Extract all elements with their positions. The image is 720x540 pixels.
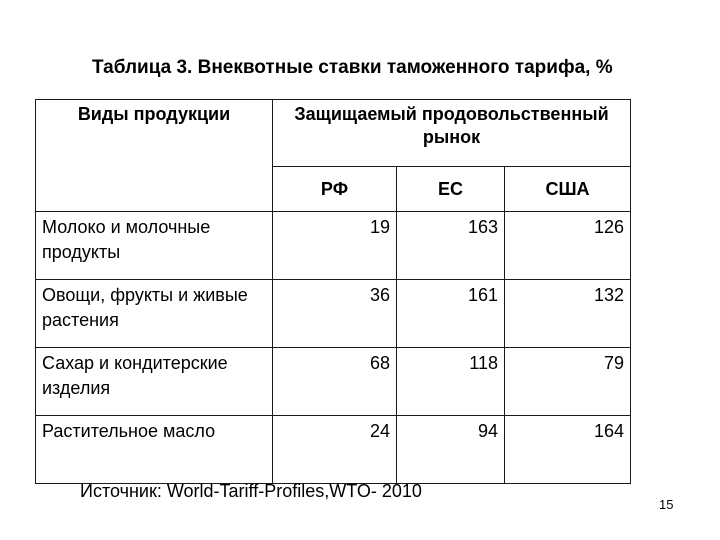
cell-value-usa: 126 bbox=[505, 212, 631, 280]
cell-value-eu: 161 bbox=[397, 280, 505, 348]
header-country-eu: ЕС bbox=[397, 167, 505, 212]
row-label: Овощи, фрукты и живые растения bbox=[36, 280, 273, 348]
cell-value-eu: 94 bbox=[397, 416, 505, 484]
cell-value-usa: 164 bbox=[505, 416, 631, 484]
table-row bbox=[36, 348, 631, 416]
header-protected-market: Защищаемый продовольственный рынок bbox=[273, 100, 631, 167]
cell-value-rf: 68 bbox=[273, 348, 397, 416]
tariff-table bbox=[35, 99, 631, 484]
cell-value-rf: 24 bbox=[273, 416, 397, 484]
table-row bbox=[36, 416, 631, 484]
header-country-rf: РФ bbox=[273, 167, 397, 212]
source-note: Источник: World-Tariff-Profiles,WTO- 2010 bbox=[80, 481, 422, 501]
table-row bbox=[36, 280, 631, 348]
header-product-type: Виды продукции bbox=[36, 100, 273, 212]
row-label: Молоко и молочные продукты bbox=[36, 212, 273, 280]
table-title: Таблица 3. Внеквотные ставки таможенного тарифа, % bbox=[92, 57, 613, 78]
cell-value-eu: 118 bbox=[397, 348, 505, 416]
header-country-usa: США bbox=[505, 167, 631, 212]
row-label: Сахар и кондитерские изделия bbox=[36, 348, 273, 416]
page-number: 15 bbox=[659, 497, 674, 512]
cell-value-rf: 36 bbox=[273, 280, 397, 348]
table-row bbox=[36, 212, 631, 280]
cell-value-rf: 19 bbox=[273, 212, 397, 280]
row-label: Растительное масло bbox=[36, 416, 273, 484]
cell-value-usa: 132 bbox=[505, 280, 631, 348]
cell-value-eu: 163 bbox=[397, 212, 505, 280]
table-header-row bbox=[36, 100, 631, 167]
cell-value-usa: 79 bbox=[505, 348, 631, 416]
